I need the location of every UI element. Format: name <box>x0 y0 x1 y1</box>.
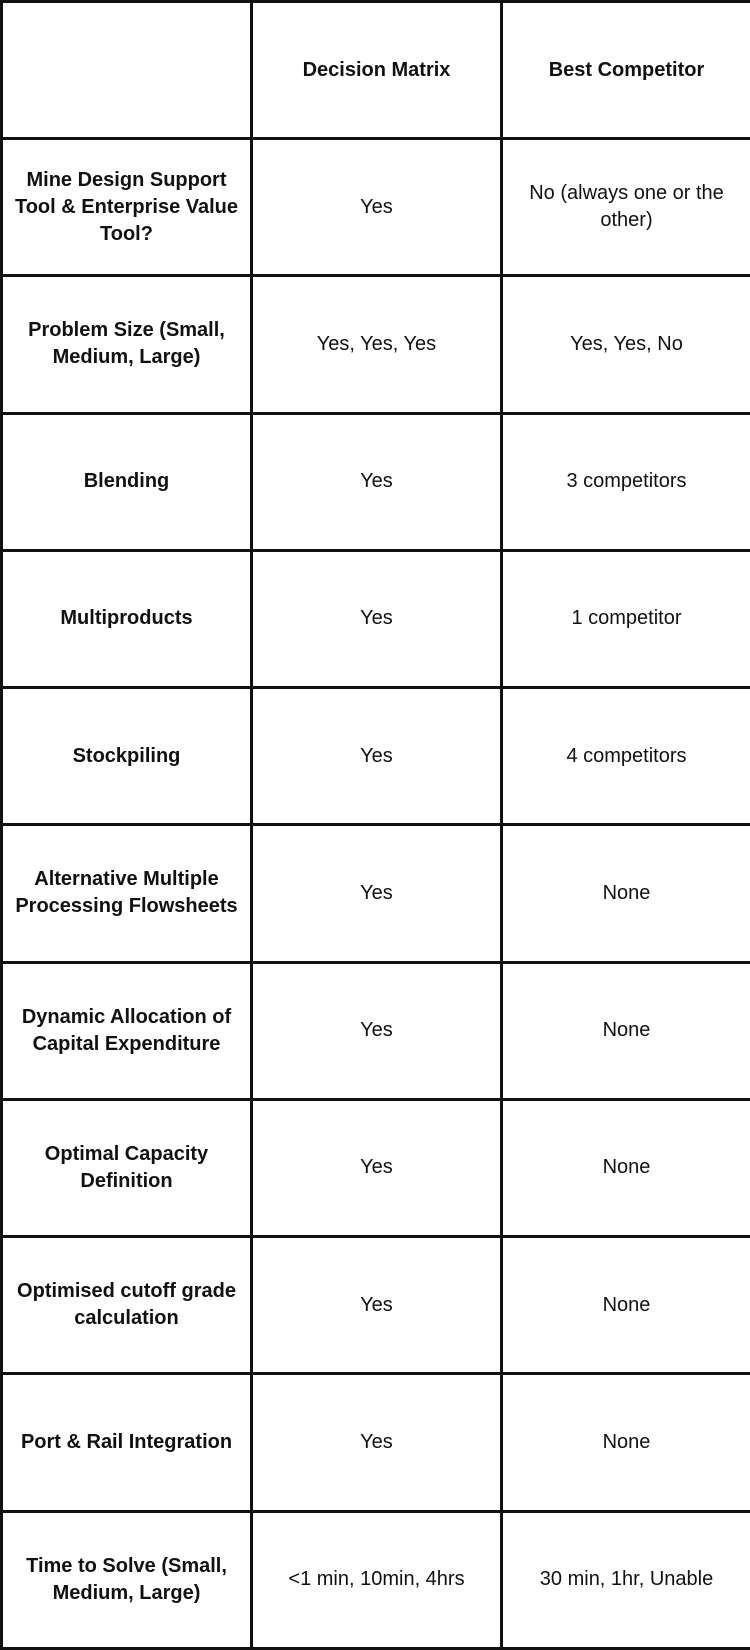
row-feature-label: Port & Rail Integration <box>2 1374 252 1511</box>
table-row <box>2 962 750 1099</box>
row-feature-label: Mine Design Support Tool & Enterprise Value Tool? <box>2 139 252 276</box>
best-competitor-value: No (always one or the other) <box>502 139 750 276</box>
header-empty-cell <box>2 2 252 139</box>
row-feature-label: Stockpiling <box>2 688 252 825</box>
decision-matrix-value: Yes <box>252 550 502 687</box>
best-competitor-value: None <box>502 1374 750 1511</box>
best-competitor-value: None <box>502 1099 750 1236</box>
decision-matrix-value: Yes <box>252 413 502 550</box>
row-feature-label: Problem Size (Small, Medium, Large) <box>2 276 252 413</box>
header-row <box>2 2 750 139</box>
decision-matrix-value: Yes <box>252 825 502 962</box>
row-feature-label: Time to Solve (Small, Medium, Large) <box>2 1511 252 1648</box>
decision-matrix-value: Yes <box>252 1374 502 1511</box>
table-row <box>2 688 750 825</box>
table-row <box>2 825 750 962</box>
best-competitor-value: 30 min, 1hr, Unable <box>502 1511 750 1648</box>
row-feature-label: Dynamic Allocation of Capital Expenditure <box>2 962 252 1099</box>
best-competitor-value: None <box>502 962 750 1099</box>
row-feature-label: Alternative Multiple Processing Flowsheets <box>2 825 252 962</box>
decision-matrix-value: Yes <box>252 962 502 1099</box>
decision-matrix-value: Yes, Yes, Yes <box>252 276 502 413</box>
table-row <box>2 1237 750 1374</box>
table-row <box>2 139 750 276</box>
best-competitor-value: None <box>502 825 750 962</box>
row-feature-label: Optimal Capacity Definition <box>2 1099 252 1236</box>
row-feature-label: Optimised cutoff grade calculation <box>2 1237 252 1374</box>
best-competitor-value: 3 competitors <box>502 413 750 550</box>
best-competitor-value: Yes, Yes, No <box>502 276 750 413</box>
table-row <box>2 1511 750 1648</box>
table-header <box>2 2 750 139</box>
table-row <box>2 413 750 550</box>
decision-matrix-value: Yes <box>252 1099 502 1236</box>
table-row <box>2 1374 750 1511</box>
table-body <box>2 139 750 1649</box>
decision-matrix-value: Yes <box>252 139 502 276</box>
best-competitor-value: 4 competitors <box>502 688 750 825</box>
best-competitor-value: None <box>502 1237 750 1374</box>
decision-matrix-value: Yes <box>252 688 502 825</box>
row-feature-label: Multiproducts <box>2 550 252 687</box>
table-row <box>2 550 750 687</box>
row-feature-label: Blending <box>2 413 252 550</box>
header-best-competitor: Best Competitor <box>502 2 750 139</box>
decision-matrix-value: Yes <box>252 1237 502 1374</box>
header-decision-matrix: Decision Matrix <box>252 2 502 139</box>
table-row <box>2 1099 750 1236</box>
best-competitor-value: 1 competitor <box>502 550 750 687</box>
decision-matrix-value: <1 min, 10min, 4hrs <box>252 1511 502 1648</box>
table-row <box>2 276 750 413</box>
